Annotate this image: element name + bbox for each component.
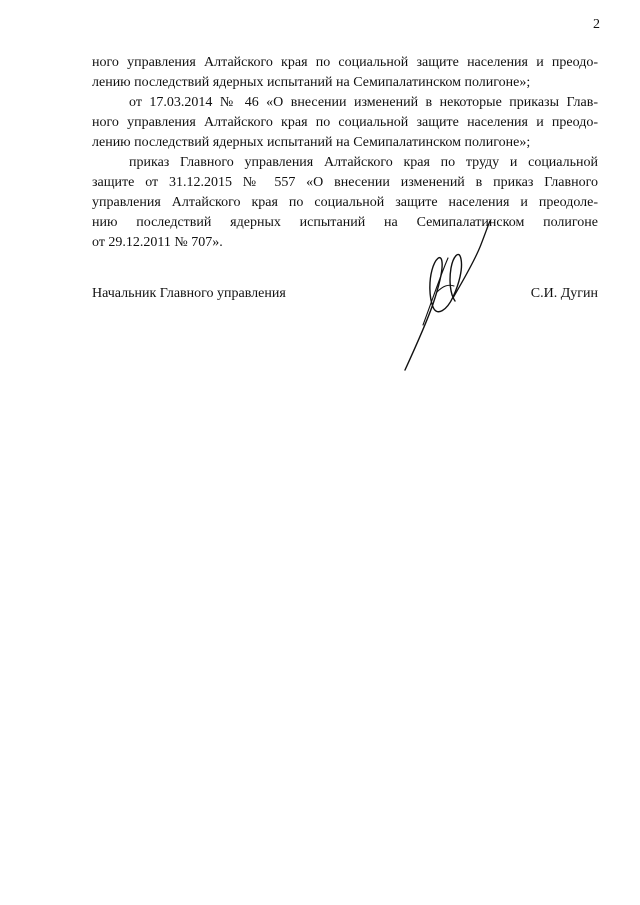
body-line-6: приказ Главного управления Алтайского края по труду и социальной [129,155,598,170]
body-line-8: управления Алтайского края по социальной защите населения и преодоле- [92,195,598,210]
signatory-title: Начальник Главного управления [92,286,286,301]
body-line-7: защите от 31.12.2015 № 557 «О внесении изменений в приказ Главного [92,175,598,190]
body-line-9: нию последствий ядерных испытаний на Семипалатинском полигоне [92,215,598,230]
body-line-3: от 17.03.2014 № 46 «О внесении изменений в некоторые приказы Глав- [129,95,598,110]
body-line-5: лению последствий ядерных испытаний на Семипалатинском полигоне»; [92,135,531,150]
body-line-1: ного управления Алтайского края по социальной защите населения и преодо- [92,55,598,70]
signatory-name: С.И. Дугин [530,286,598,301]
body-line-4: ного управления Алтайского края по социальной защите населения и преодо- [92,115,598,130]
handwritten-signature [398,214,498,374]
body-line-2: лению последствий ядерных испытаний на Семипалатинском полигоне»; [92,75,531,90]
body-line-10: от 29.12.2011 № 707». [92,235,223,250]
page-number: 2 [593,17,600,32]
